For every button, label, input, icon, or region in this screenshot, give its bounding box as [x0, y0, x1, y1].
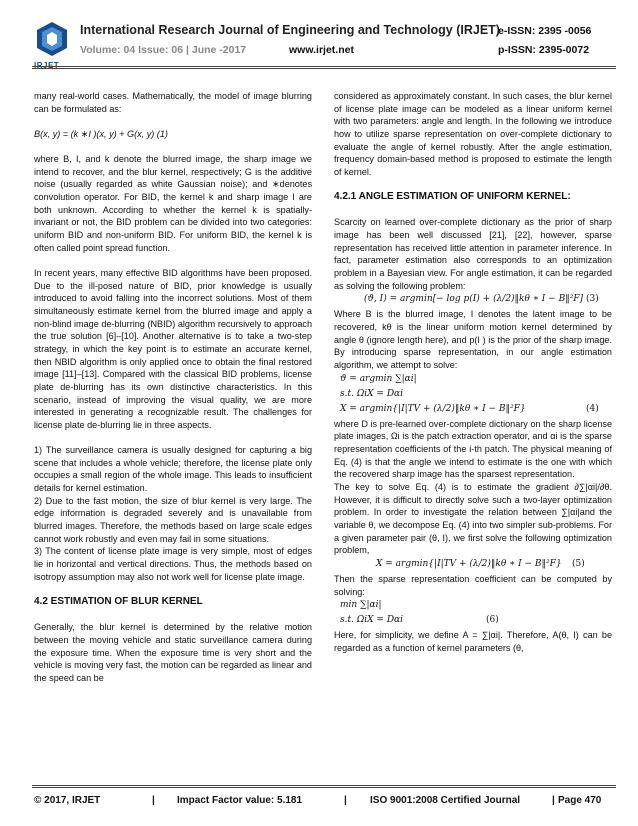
equation-5-number: (5): [572, 558, 585, 569]
e-issn: e-ISSN: 2395 -0056: [498, 25, 592, 37]
left-column: [34, 90, 312, 697]
paragraph: In recent years, many effective BID algorithms have been proposed. Due to the ill-posed nature of BID, prior knowledge is usually introduced to avoid falling into the incorrect solutions. Most of them simultaneously estimate kernel from the blurred image and apply a non-blind image de-blurring (NBID) algorithm recursively to approach the true solution [6]–[10]. Another alternative is to take a two-step strategy, in which the key point is to estimate an accurate kernel, then NBID algorithm is only applied once to obtain the final restored image [11]–[13]. Compared with the classical BID problems, license plate de-blurring has its own distinctive characteristics. In this scenario, instead of improving the visual quality, we are more interested in generating a recognizable result. The challenges for license plate de-blurring lie in three aspects.: [34, 268, 312, 430]
journal-title: International Research Journal of Engineering and Technology (IRJET): [80, 23, 500, 37]
paragraph: Then the sparse representation coefficient can be computed by solving:: [334, 573, 612, 597]
equation-3-body: (ϑ, I) = argmin[− log p(I) + (λ/2)‖kθ ∗ I − B‖²F]: [364, 294, 584, 305]
issue-info: Volume: 04 Issue: 06 | June -2017: [80, 44, 247, 56]
section-heading: 4.2 ESTIMATION OF BLUR KERNEL: [34, 595, 203, 607]
equation-1: B(x, y) = (k ∗I )(x, y) + G(x, y) (1): [34, 128, 168, 139]
equation-4-line-3: [334, 403, 612, 417]
equation-6a: min ∑|αi|: [340, 600, 382, 611]
right-column: [334, 90, 612, 655]
equation-4-line-2: [334, 388, 612, 402]
equation-3: [334, 293, 612, 307]
equation-4a: ϑ = argmin ∑|αi|: [340, 373, 417, 384]
equation-4b: s.t. ΩiX = Dαi: [340, 388, 403, 399]
paragraph: Scarcity on learned over-complete dictionary as the prior of sharp image has been well discussed [21], [22], however, sparse representation has received little attention in parameter inference. In fact, parameter estimation also corresponds to an optimization problem in a Bayesian view. For angle estimation, it can be regarded as solving the following problem:: [334, 217, 612, 291]
page-number: Page 470: [558, 795, 602, 806]
footer-separator: |: [152, 795, 155, 806]
equation-4-line-1: [334, 373, 612, 387]
list-item: 2) Due to the fast motion, the size of blur kernel is very large. The edge information is degraded severely and is unavailable from blurred images. Therefore, the methods based on large scale edges cannot work robustly and even may fail in some situations.: [34, 495, 312, 544]
list-item: 3) The content of license plate image is very simple, most of edges lie in horizontal and vertical directions. Thus, the methods based on isotropy assumption may also not work well for license plate image.: [34, 546, 312, 582]
p-issn: p-ISSN: 2395-0072: [498, 44, 590, 56]
paragraph: The key to solve Eq. (4) is to estimate the gradient ∂∑|αi|/∂θ. However, it is difficult to directly solve such a two-layer optimization problem. In order to investigate the relation between ∑|αi|and the variable θ, we decompose Eq. (4) into two simpler sub-problems. For a given parameter pair (θ, I), we first solve the following optimization problem,: [334, 481, 612, 556]
irjet-logo-icon: [34, 20, 70, 62]
paragraph: where B, I, and k denote the blurred image, the sharp image we intend to recover, and the blur kernel, respectively; G is the additive noise (usually regarded as white Gaussian noise); and ∗denotes convolution operator. For BID, the kernel k and sharp image I are both unknown. According to whether the kernel k is spatially-invariant or not, the BID problem can be divided into two categories: uniform BID and non-uniform BID. For uniform BID, the kernel k is often called point spread function.: [34, 154, 312, 253]
equation-6-number: (6): [486, 615, 499, 626]
iso-certification: ISO 9001:2008 Certified Journal: [370, 795, 521, 806]
paragraph: where D is pre-learned over-complete dictionary on the sharp license plate images, Ωi is the patch extraction operator, and αi is the sparse representation coefficients of the i-th patch. The physical meaning of Eq. (4) is that the angle we intend to estimate is the one with which the recovered sharp image has the sparsest representation.: [334, 418, 612, 480]
website-link[interactable]: www.irjet.net: [289, 44, 354, 56]
footer-divider: [32, 785, 616, 788]
footer-separator: |: [344, 795, 347, 806]
logo-text: IRJET: [34, 61, 60, 70]
equation-6b: s.t. ΩiX = Dαi: [340, 615, 403, 626]
equation-6-line-1: [334, 599, 612, 613]
paragraph: Here, for simplicity, we define A = ∑|αi|. Therefore, A(θ, I) can be regarded as a function of kernel parameters (θ,: [334, 630, 612, 653]
paragraph: considered as approximately constant. In such cases, the blur kernel of license plate image can be modeled as a linear uniform kernel with two parameters: angle and length. In the following we introduce how to utilize sparse representation on over-complete dictionary to evaluate the angle of kernel robustly. After the angle estimation, frequency domain-based method is proposed to estimate the length of kernel.: [334, 91, 612, 177]
paragraph: Generally, the blur kernel is determined by the relative motion between the moving vehicle and static surveillance camera during the exposure time. When the exposure time is very short and the vehicle is moving very fast, the motion can be regarded as linear and the speed can be: [34, 622, 312, 683]
copyright: © 2017, IRJET: [34, 795, 101, 806]
section-heading: 4.2.1 ANGLE ESTIMATION OF UNIFORM KERNEL:: [334, 191, 571, 203]
equation-3-number: (3): [586, 294, 599, 305]
equation-4c: X = argmin{|I|TV + (λ/2)‖kθ ∗ I − B‖²F}: [340, 403, 526, 414]
equation-4-number: (4): [586, 403, 599, 414]
list-item: 1) The surveillance camera is usually designed for capturing a big scene that includes a whole vehicle; therefore, the license plate only occupies a small region of the whole image. This leads to insufficient details for kernel estimation.: [34, 445, 312, 494]
equation-5: [334, 558, 612, 572]
equation-5-body: X = argmin{|I|TV + (λ/2)‖kθ ∗ I − B‖²F}: [376, 558, 562, 569]
footer-separator: |: [552, 795, 555, 806]
impact-factor: Impact Factor value: 5.181: [177, 795, 303, 806]
page-header: [0, 0, 638, 80]
equation-6-line-2: [334, 614, 612, 628]
header-divider: [32, 66, 616, 69]
paragraph: many real-world cases. Mathematically, the model of image blurring can be formulated as:: [34, 91, 312, 114]
paragraph: Where B is the blurred image, I denotes the latent image to be recovered, kθ is the linear uniform motion kernel determined by angle θ (ignore length here), and p(I ) is the prior of the sharp image. By introducing sparse representation, in our angle estimation algorithm, we attempt to solve:: [334, 309, 612, 370]
